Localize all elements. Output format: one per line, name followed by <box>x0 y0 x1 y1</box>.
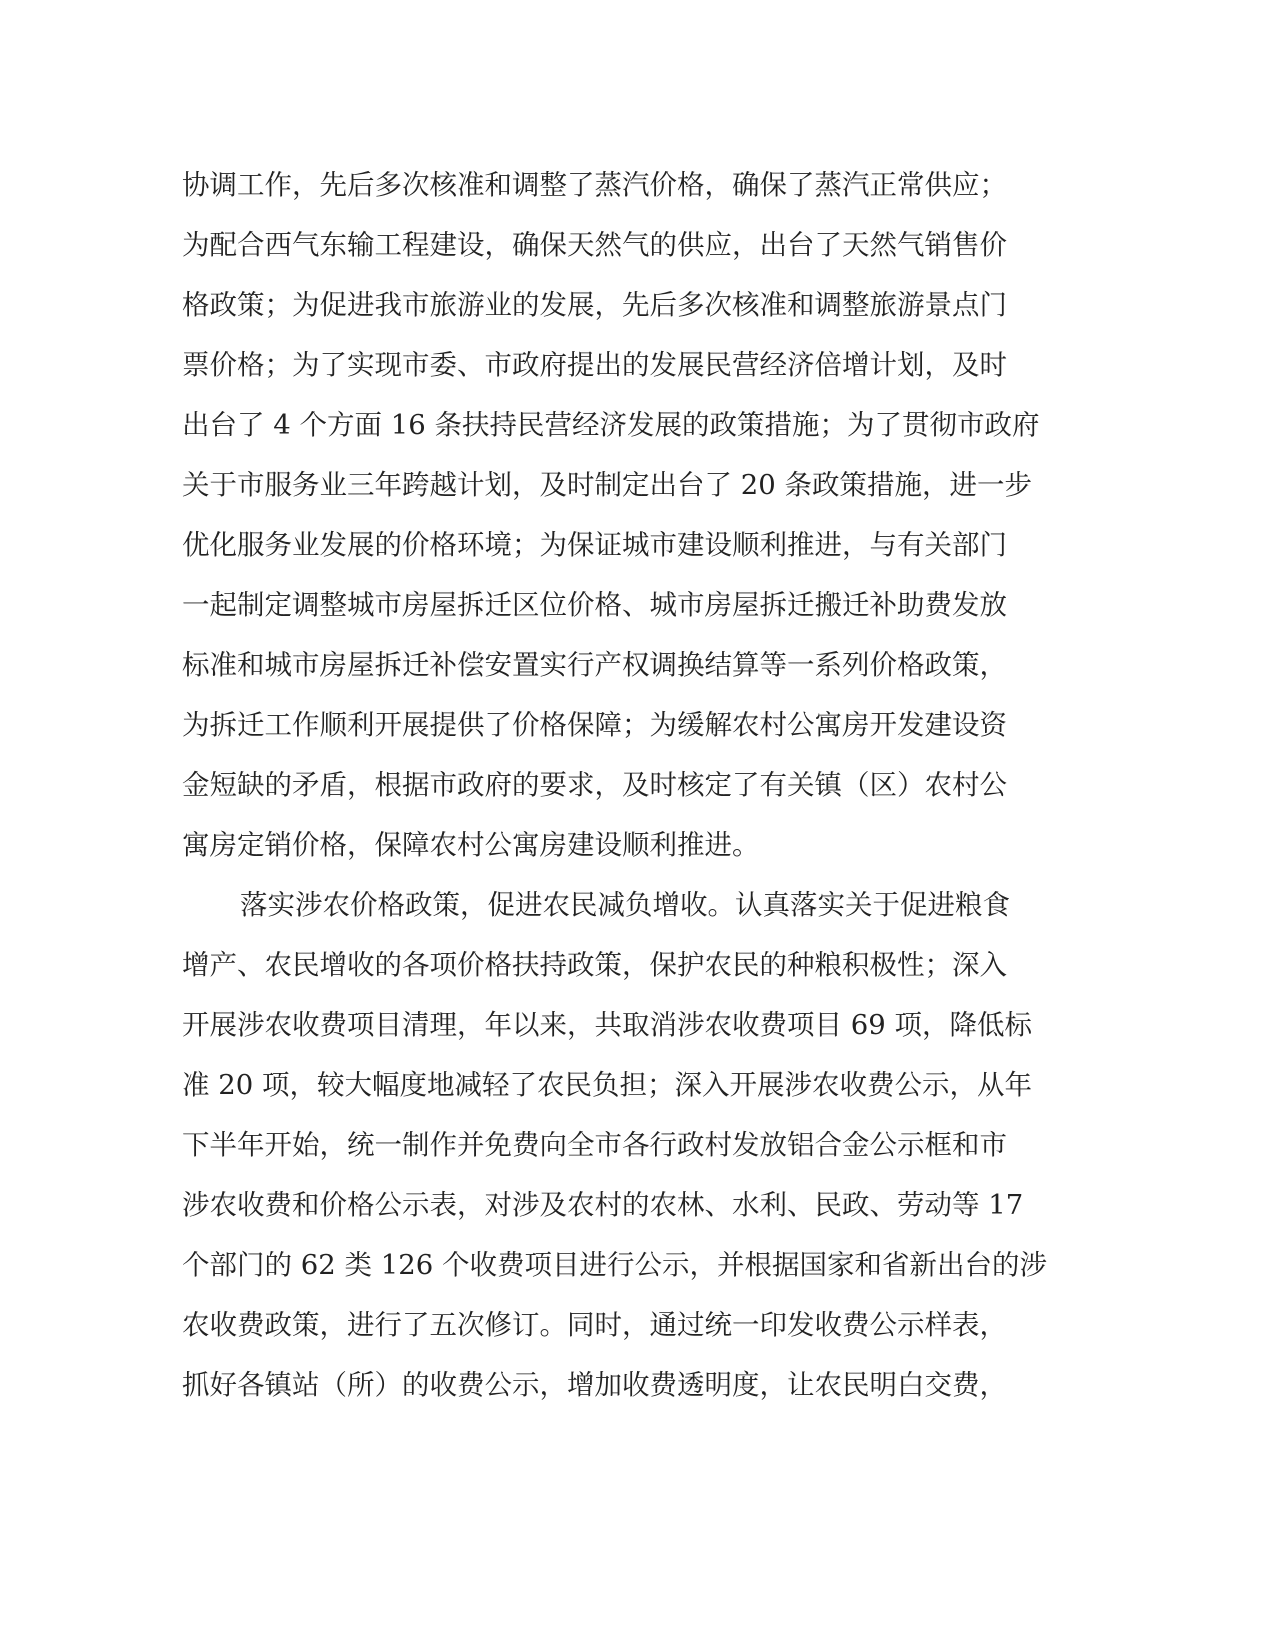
text-line: 一起制定调整城市房屋拆迁区位价格、城市房屋拆迁搬迁补助费发放 <box>182 589 1007 621</box>
text-line: 下半年开始，统一制作并免费向全市各行政村发放铝合金公示框和市 <box>182 1129 1007 1161</box>
text-line: 个部门的 62 类 126 个收费项目进行公示，并根据国家和省新出台的涉 <box>182 1249 1047 1281</box>
text-line: 涉农收费和价格公示表，对涉及农村的农林、水利、民政、劳动等 17 <box>182 1189 1024 1221</box>
text-line: 为配合西气东输工程建设，确保天然气的供应，出台了天然气销售价 <box>182 229 1007 261</box>
text-line: 增产、农民增收的各项价格扶持政策，保护农民的种粮积极性；深入 <box>182 949 1007 981</box>
paragraph-first-line: 落实涉农价格政策，促进农民减负增收。认真落实关于促进粮食 <box>240 889 1010 921</box>
text-line: 开展涉农收费项目清理，年以来，共取消涉农收费项目 69 项，降低标 <box>182 1009 1032 1041</box>
text-line: 协调工作，先后多次核准和调整了蒸汽价格，确保了蒸汽正常供应； <box>182 169 1007 201</box>
text-line: 农收费政策，进行了五次修订。同时，通过统一印发收费公示样表， <box>182 1309 1007 1341</box>
text-line: 为拆迁工作顺利开展提供了价格保障；为缓解农村公寓房开发建设资 <box>182 709 1007 741</box>
text-line: 抓好各镇站（所）的收费公示，增加收费透明度，让农民明白交费， <box>182 1369 1007 1401</box>
text-line: 标准和城市房屋拆迁补偿安置实行产权调换结算等一系列价格政策， <box>182 649 1007 681</box>
text-line: 金短缺的矛盾，根据市政府的要求，及时核定了有关镇（区）农村公 <box>182 769 1007 801</box>
body-text <box>182 157 1047 1417</box>
text-line: 格政策；为促进我市旅游业的发展，先后多次核准和调整旅游景点门 <box>182 289 1007 321</box>
text-line: 寓房定销价格，保障农村公寓房建设顺利推进。 <box>182 829 760 861</box>
text-line: 票价格；为了实现市委、市政府提出的发展民营经济倍增计划，及时 <box>182 349 1007 381</box>
text-line: 准 20 项，较大幅度地减轻了农民负担；深入开展涉农收费公示，从年 <box>182 1069 1032 1101</box>
text-line: 出台了 4 个方面 16 条扶持民营经济发展的政策措施；为了贯彻市政府 <box>182 409 1040 441</box>
text-line: 关于市服务业三年跨越计划，及时制定出台了 20 条政策措施，进一步 <box>182 469 1032 501</box>
text-line: 优化服务业发展的价格环境；为保证城市建设顺利推进，与有关部门 <box>182 529 1007 561</box>
